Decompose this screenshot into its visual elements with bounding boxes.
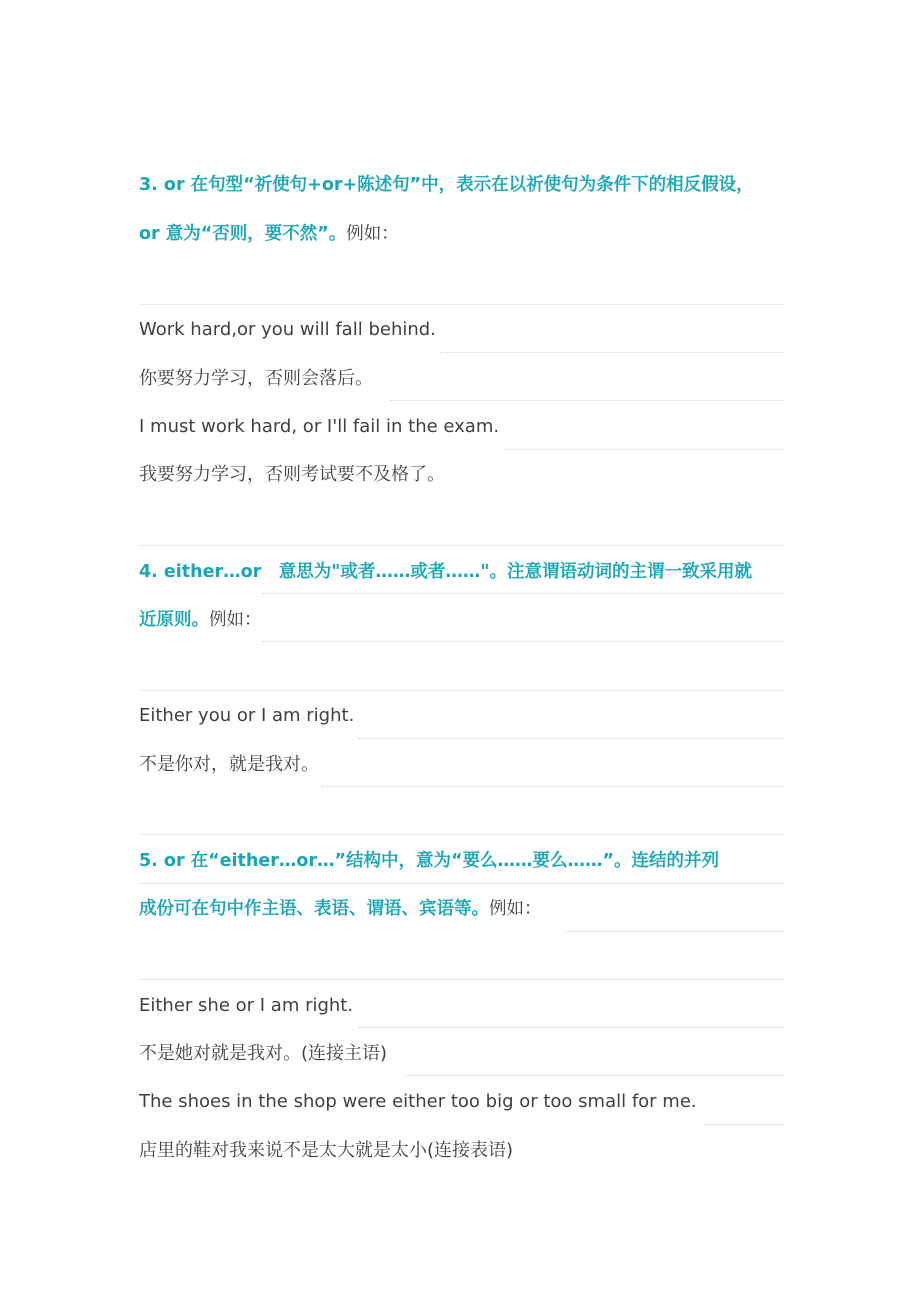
section-3-heading-line2	[139, 221, 784, 247]
section-4-heading-line2	[139, 607, 784, 633]
section-5-heading-text: 成份可在句中作主语、表语、谓语、宾语等。	[139, 899, 489, 919]
example-translation: 你要努力学习，否则会落后。	[139, 368, 373, 389]
divider	[358, 1027, 784, 1028]
section-3-heading-line1: 3. or 在句型“祈使句+or+陈述句”中，表示在以祈使句为条件下的相反假设，	[139, 175, 754, 195]
section-3-suffix: 例如：	[346, 224, 399, 244]
divider	[262, 641, 784, 642]
divider	[139, 690, 784, 691]
example-sentence: Either you or I am right.	[139, 705, 355, 726]
example-sentence: Work hard,or you will fall behind.	[139, 319, 436, 340]
section-4-heading-text: 近原则。	[139, 610, 209, 630]
divider	[139, 883, 784, 884]
divider	[262, 593, 784, 594]
example-translation: 我要努力学习，否则考试要不及格了。	[139, 464, 445, 485]
example-translation: 不是你对，就是我对。	[139, 754, 319, 775]
section-5-heading-line1: 5. or 在“either…or…”结构中，意为“要么……要么……”。连结的并列	[139, 851, 720, 871]
divider	[390, 400, 784, 401]
example-translation: 不是她对就是我对。(连接主语)	[139, 1043, 388, 1064]
divider	[139, 834, 784, 835]
divider	[440, 352, 784, 353]
example-translation: 店里的鞋对我来说不是太大就是太小(连接表语)	[139, 1140, 514, 1161]
divider	[139, 304, 784, 305]
divider	[358, 738, 784, 739]
section-3-heading-text: or 意为“否则，要不然”。	[139, 224, 347, 244]
divider	[705, 1124, 784, 1125]
section-5-heading-line2	[139, 896, 784, 922]
example-sentence: The shoes in the shop were either too big or too small for me.	[139, 1091, 697, 1112]
divider	[565, 931, 784, 932]
divider	[139, 545, 784, 546]
section-4-suffix: 例如：	[209, 610, 262, 630]
divider	[322, 786, 784, 787]
divider	[505, 449, 784, 450]
section-5-suffix: 例如：	[489, 899, 542, 919]
example-sentence: Either she or I am right.	[139, 995, 354, 1016]
divider	[405, 1075, 784, 1076]
example-sentence: I must work hard, or I'll fail in the exam.	[139, 416, 500, 437]
section-4-heading-line1: 4. either…or 意思为"或者……或者……"。注意谓语动词的主谓一致采用就	[139, 562, 752, 582]
divider	[139, 979, 784, 980]
